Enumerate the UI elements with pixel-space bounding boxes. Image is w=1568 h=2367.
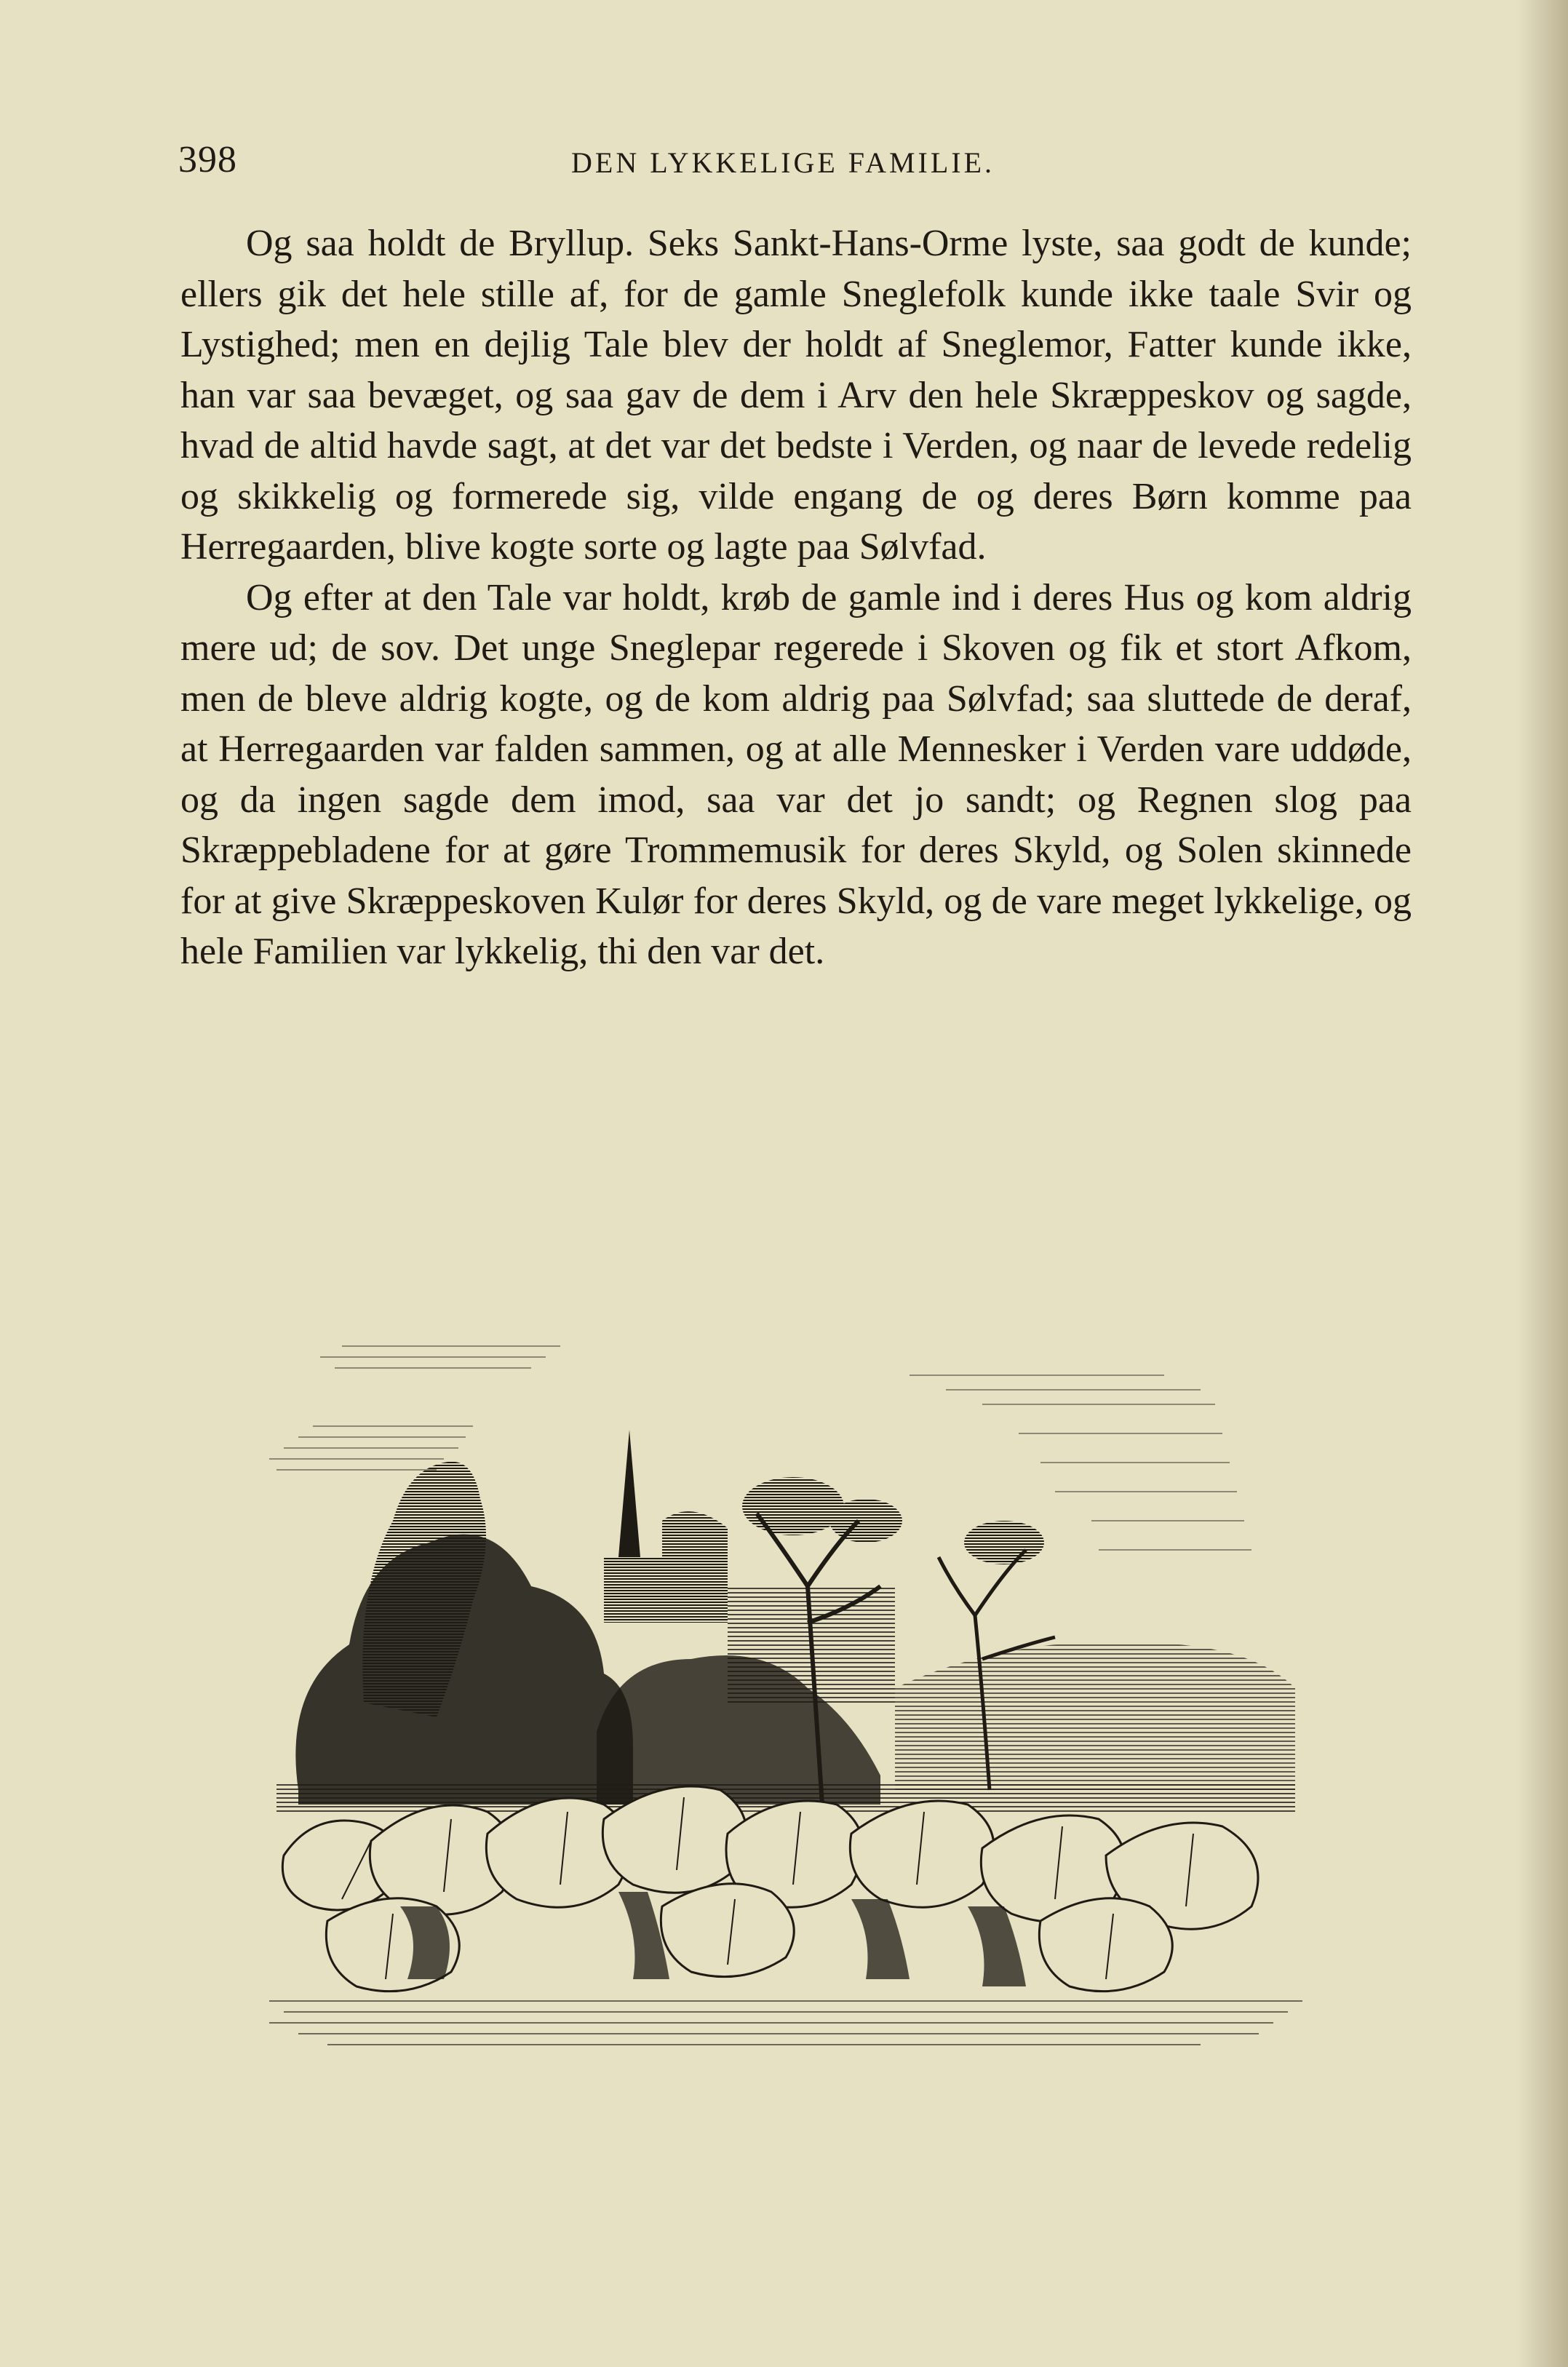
page-number: 398 (178, 139, 237, 180)
body-text (180, 218, 1412, 977)
water-lines (269, 2001, 1302, 2045)
paragraph-1: Og saa holdt de Bryllup. Seks Sankt-Hans-Orme lyste, saa godt de kunde; ellers gik det hele stille af, for de gamle Sneglefolk kunde ikke taale Svir og Lystighed; men en dejlig Tale blev der holdt af Sneglemor, Fatter kunde ikke, han var saa bevæget, og saa gav de dem i Arv den hele Skræppeskov og sagde, hvad de altid havde sagt, at det var det bedste i Verden, og naar de levede redelig og skikkelig og formerede sig, vilde engang de og deres Børn komme paa Herregaarden, blive kogte sorte og lagte paa Sølvfad. (180, 223, 1412, 568)
distant-hill (895, 1642, 1295, 1790)
engraving-illustration (255, 1281, 1324, 2052)
running-title: DEN LYKKELIGE FAMILIE. (571, 146, 995, 179)
page-edge-shadow (1517, 0, 1568, 2367)
paragraph-2: Og efter at den Tale var holdt, krøb de gamle ind i deres Hus og kom aldrig mere ud; de sov. Det unge Sneglepar regerede i Skoven og fik et stort Afkom, men de bleve aldrig kogte, og de kom aldrig paa Sølvfad; saa sluttede de deraf, at Herregaarden var falden sammen, og at alle Mennesker i Verden vare uddøde, og da ingen sagde dem imod, saa var det jo sandt; og Regnen slog paa Skræppebladene for at gøre Trommemusik for deres Skyld, og Solen skinnede for at give Skræppeskoven Kulør for deres Skyld, og de vare meget lykkelige, og hele Familien var lykkelig, thi den var det. (180, 576, 1412, 972)
page-header (178, 138, 1419, 189)
